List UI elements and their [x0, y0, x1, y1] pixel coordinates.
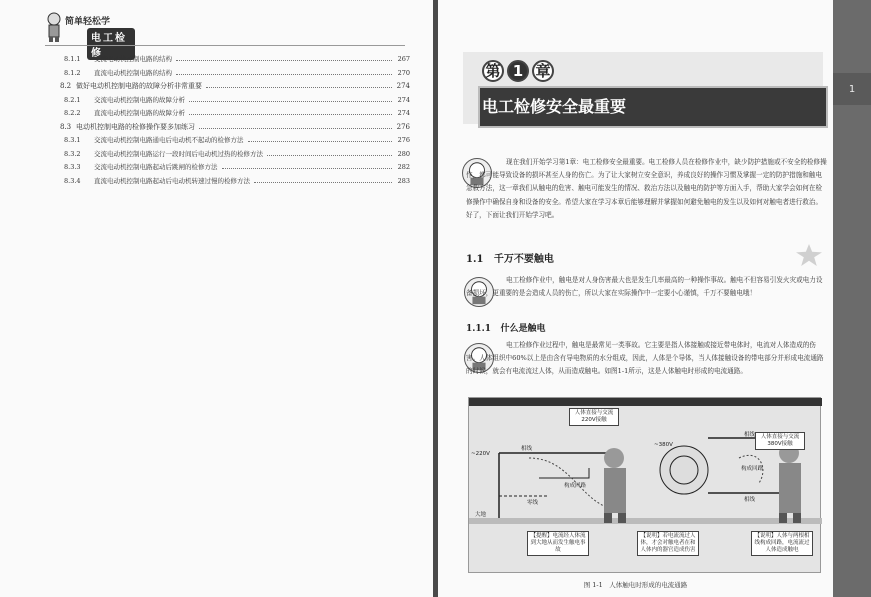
toc-entry-page: 270 [397, 68, 410, 77]
toc-entry-page: 276 [397, 136, 410, 144]
figure-label-right-top: 人体直接与交流380V接触 [755, 432, 805, 450]
page-tab-right: 1 [833, 73, 871, 105]
brand-line-1: 简单轻松学 [65, 17, 111, 27]
toc-entry-title: 交流电动机控制电路通电后电动机不起动的检修方法 [94, 136, 244, 144]
mascot-icon [45, 12, 63, 42]
toc-leader [199, 128, 392, 129]
figure-note-a: 【提醒】电流经人体流到大地从而发生触电事故 [527, 531, 589, 556]
toc-entry-page: 274 [396, 82, 410, 90]
chapter-number [482, 60, 554, 82]
toc-leader [248, 141, 393, 142]
toc-entry[interactable] [60, 135, 410, 149]
subsection-title: 什么是触电 [500, 324, 546, 334]
toc-entry-number: 8.2 [60, 82, 72, 90]
toc-entry-page: 274 [397, 109, 410, 117]
table-of-contents [60, 54, 410, 189]
toc-entry-title: 交流电动机控制电路起动后跳闸的检修方法 [94, 163, 218, 171]
subsection-number: 1.1.1 [466, 324, 492, 334]
toc-entry-page: 276 [396, 122, 410, 131]
figure-label-loop-b: 构成回路 [741, 466, 764, 472]
toc-entry[interactable] [60, 176, 410, 190]
toc-entry-number: 8.3 [60, 122, 72, 131]
left-page [0, 0, 433, 597]
toc-leader [176, 74, 392, 75]
toc-entry-title: 电动机控制电路的检修操作要多加练习 [76, 122, 195, 131]
toc-entry-title: 直流电动机控制电路的故障分析 [94, 109, 185, 117]
toc-entry-page: 267 [397, 55, 410, 63]
intro-paragraph: 现在我们开始学习第1章：电工检修安全最重要。电工检修人员在检修作业中，缺少防护措施或不安全的检修操作，都可能导致设备的损坏甚至人身的伤亡。为了让大家树立安全意识，养成良好的操作习惯及掌握一定的防护措施和触电急救方法，这一章我们从触电的危害、触电可能发生的情况、救治方法以及触电的防护等方面入手，帮助大家学会如何在检修操作中确保自身和设备的安全。希望大家在学习本章后能够理解并掌握如何避免触电的发生以及如何对触电者进行救治。好了，下面让我们开始学习吧。 [466, 158, 827, 219]
toc-entry-title: 直流电动机控制电路的结构 [94, 68, 172, 77]
toc-entry-page: 274 [397, 95, 410, 104]
subsection-heading [466, 321, 545, 334]
figure-label-line-c: 相线 [744, 497, 756, 503]
toc-entry-number: 8.1.1 [64, 55, 81, 63]
figure-label-loop-a: 构成回路 [564, 483, 587, 489]
toc-entry[interactable] [60, 68, 410, 82]
toc-leader [176, 60, 392, 61]
section-title: 千万不要触电 [493, 254, 554, 265]
toc-entry-title: 交流电动机控制电路的故障分析 [94, 95, 185, 104]
toc-entry-title: 交流电动机控制电路的结构 [94, 55, 172, 63]
toc-entry-number: 8.2.2 [64, 109, 81, 117]
toc-entry-page: 280 [397, 149, 410, 158]
toc-entry[interactable] [60, 149, 410, 163]
chapter-label-num: 1 [507, 60, 529, 82]
figure-label-line-b: 相线 [744, 432, 756, 438]
toc-entry-title: 做好电动机控制电路的故障分析非常重要 [76, 82, 202, 90]
toc-entry-title: 直流电动机控制电路起动后电动机转速过慢的检修方法 [94, 176, 250, 185]
toc-leader [254, 182, 392, 183]
right-page [438, 0, 833, 597]
header-rule [45, 45, 405, 46]
chapter-title: 电工检修安全最重要 [482, 97, 627, 116]
chapter-label-a: 第 [482, 60, 504, 82]
figure-label-380v: ~380V [654, 442, 673, 448]
toc-entry-number: 8.3.1 [64, 136, 81, 144]
figure-label-ground: 大地 [475, 512, 487, 518]
section-paragraph: 电工检修作业中，触电是对人身伤害最大也是发生几率最高的一种操作事故。触电不但容易引发火灾或电力设备损坏，更重要的是会造成人员的伤亡，所以大家在实际操作中一定要小心谨慎，千万不要触电哦！ [466, 276, 823, 298]
chapter-label-b: 章 [532, 60, 554, 82]
figure-label-220v: ~220V [471, 451, 490, 457]
toc-entry-page: 282 [397, 163, 410, 171]
toc-entry-page: 283 [397, 176, 410, 185]
figure-label-line-a: 相线 [521, 446, 533, 452]
figure-label-line-n: 零线 [527, 500, 539, 506]
toc-entry-number: 8.3.3 [64, 163, 81, 171]
toc-entry-number: 8.1.2 [64, 68, 81, 77]
toc-leader [189, 101, 392, 102]
toc-entry[interactable] [60, 95, 410, 109]
toc-entry[interactable] [60, 122, 410, 136]
section-heading [466, 250, 554, 265]
toc-entry[interactable] [60, 54, 410, 68]
toc-entry-number: 8.3.4 [64, 176, 81, 185]
toc-entry-title: 交流电动机控制电路运行一段时间后电动机过热的检修方法 [94, 149, 263, 158]
toc-leader [222, 168, 393, 169]
subsection-paragraph: 电工检修作业过程中，触电是最常见一类事故。它主要是指人体接触或接近带电体时，电流对人体造成的伤害。人体组织中60%以上是由含有导电物质的水分组成，因此，人体是个导体，当人体接触设备的带电部分并形成电流通路的时候，就会有电流流过人体，从而造成触电。如图1-1所示，这是人体触电时形成的电流通路。 [466, 341, 824, 376]
toc-leader [206, 87, 392, 88]
section-number: 1.1 [466, 254, 484, 265]
figure-1-1 [468, 397, 821, 573]
toc-entry-number: 8.3.2 [64, 149, 81, 158]
star-icon [796, 244, 822, 266]
figure-caption: 图 1-1 人体触电时形成的电流通路 [583, 581, 688, 589]
figure-note-c: 【说明】人体与两根相线构成回路，电流流过人体造成触电 [751, 531, 813, 556]
toc-entry[interactable] [60, 162, 410, 176]
toc-entry[interactable] [60, 108, 410, 122]
figure-label-left-top: 人体直接与交流220V接触 [569, 408, 619, 426]
toc-leader [267, 155, 392, 156]
toc-entry-number: 8.2.1 [64, 95, 81, 104]
toc-leader [189, 114, 392, 115]
toc-entry[interactable] [60, 81, 410, 95]
brand-line-2: 电工检修 [87, 28, 135, 60]
figure-note-b: 【说明】若电流流过人体，才会对触电者在和人体内的器官造成伤害 [637, 531, 699, 556]
